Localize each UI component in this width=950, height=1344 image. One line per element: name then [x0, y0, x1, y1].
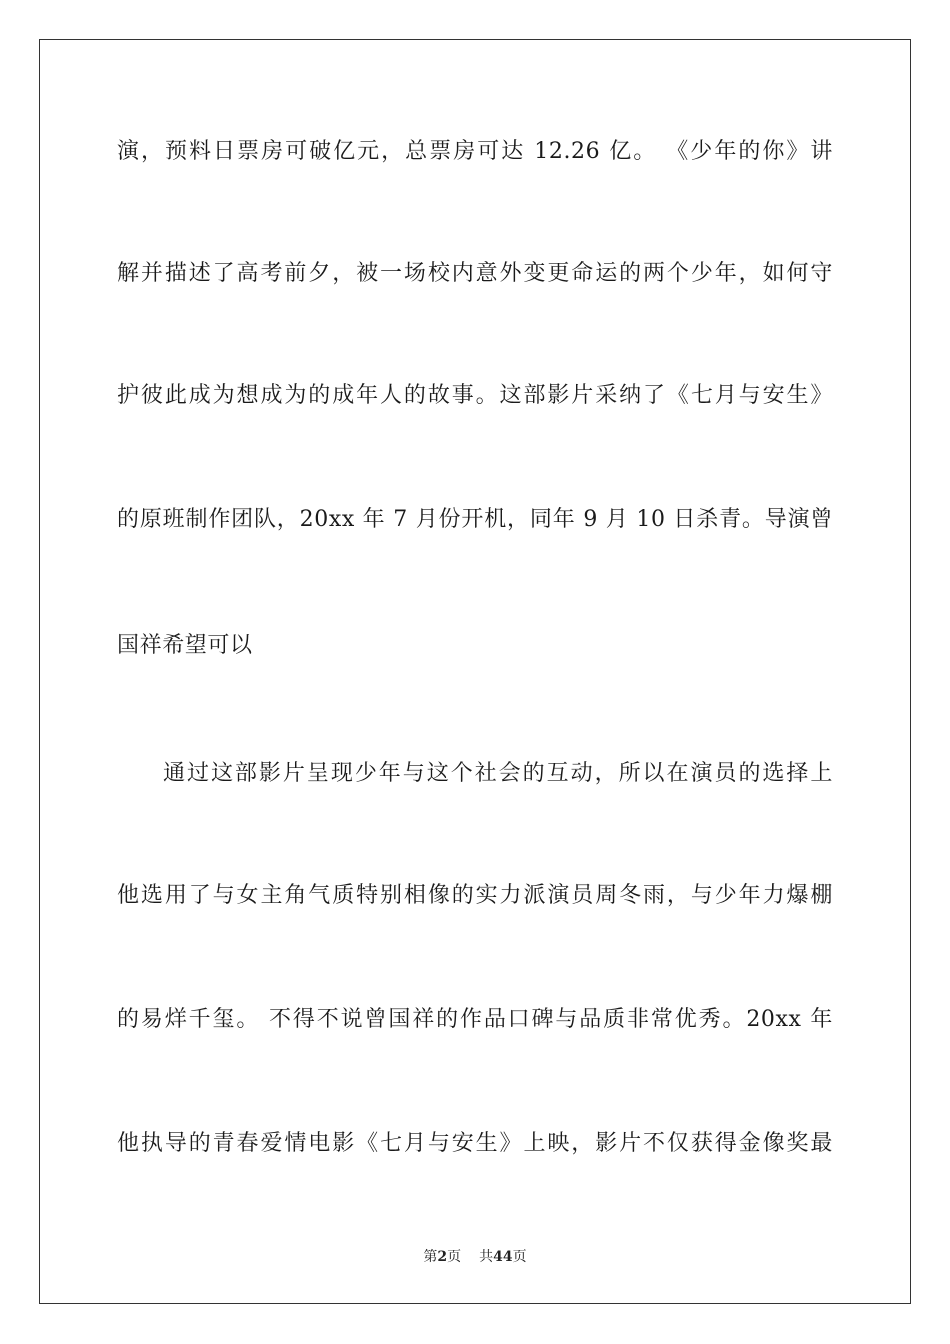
- text-line-6: 通过这部影片呈现少年与这个社会的互动，所以在演员的选择上: [163, 761, 833, 786]
- text-line-5: 国祥希望可以: [117, 633, 253, 658]
- text-line-4: 的原班制作团队，20xx 年 7 月份开机，同年 9 月 10 日杀青。导演曾: [117, 507, 833, 532]
- footer-page-suffix: 页: [447, 1249, 462, 1265]
- text-line-3: 护彼此成为想成为的成年人的故事。这部影片采纳了《七月与安生》: [117, 383, 833, 408]
- text-line-9: 他执导的青春爱情电影《七月与安生》上映，影片不仅获得金像奖最: [117, 1131, 833, 1156]
- footer-page-prefix: 第: [423, 1249, 438, 1265]
- footer-page-number: 2: [437, 1249, 448, 1265]
- footer-total-prefix: 共: [479, 1249, 494, 1265]
- footer-total-suffix: 页: [512, 1249, 527, 1265]
- text-line-2: 解并描述了高考前夕，被一场校内意外变更命运的两个少年，如何守: [117, 261, 833, 286]
- text-line-8: 的易烊千玺。 不得不说曾国祥的作品口碑与品质非常优秀。20xx 年: [117, 1007, 833, 1032]
- page-border: [39, 39, 911, 1304]
- footer-total-pages: 44: [493, 1249, 513, 1265]
- text-line-7: 他选用了与女主角气质特别相像的实力派演员周冬雨，与少年力爆棚: [117, 883, 833, 908]
- page-footer: [0, 1248, 950, 1266]
- text-line-1: 演，预料日票房可破亿元，总票房可达 12.26 亿。 《少年的你》讲: [117, 139, 833, 164]
